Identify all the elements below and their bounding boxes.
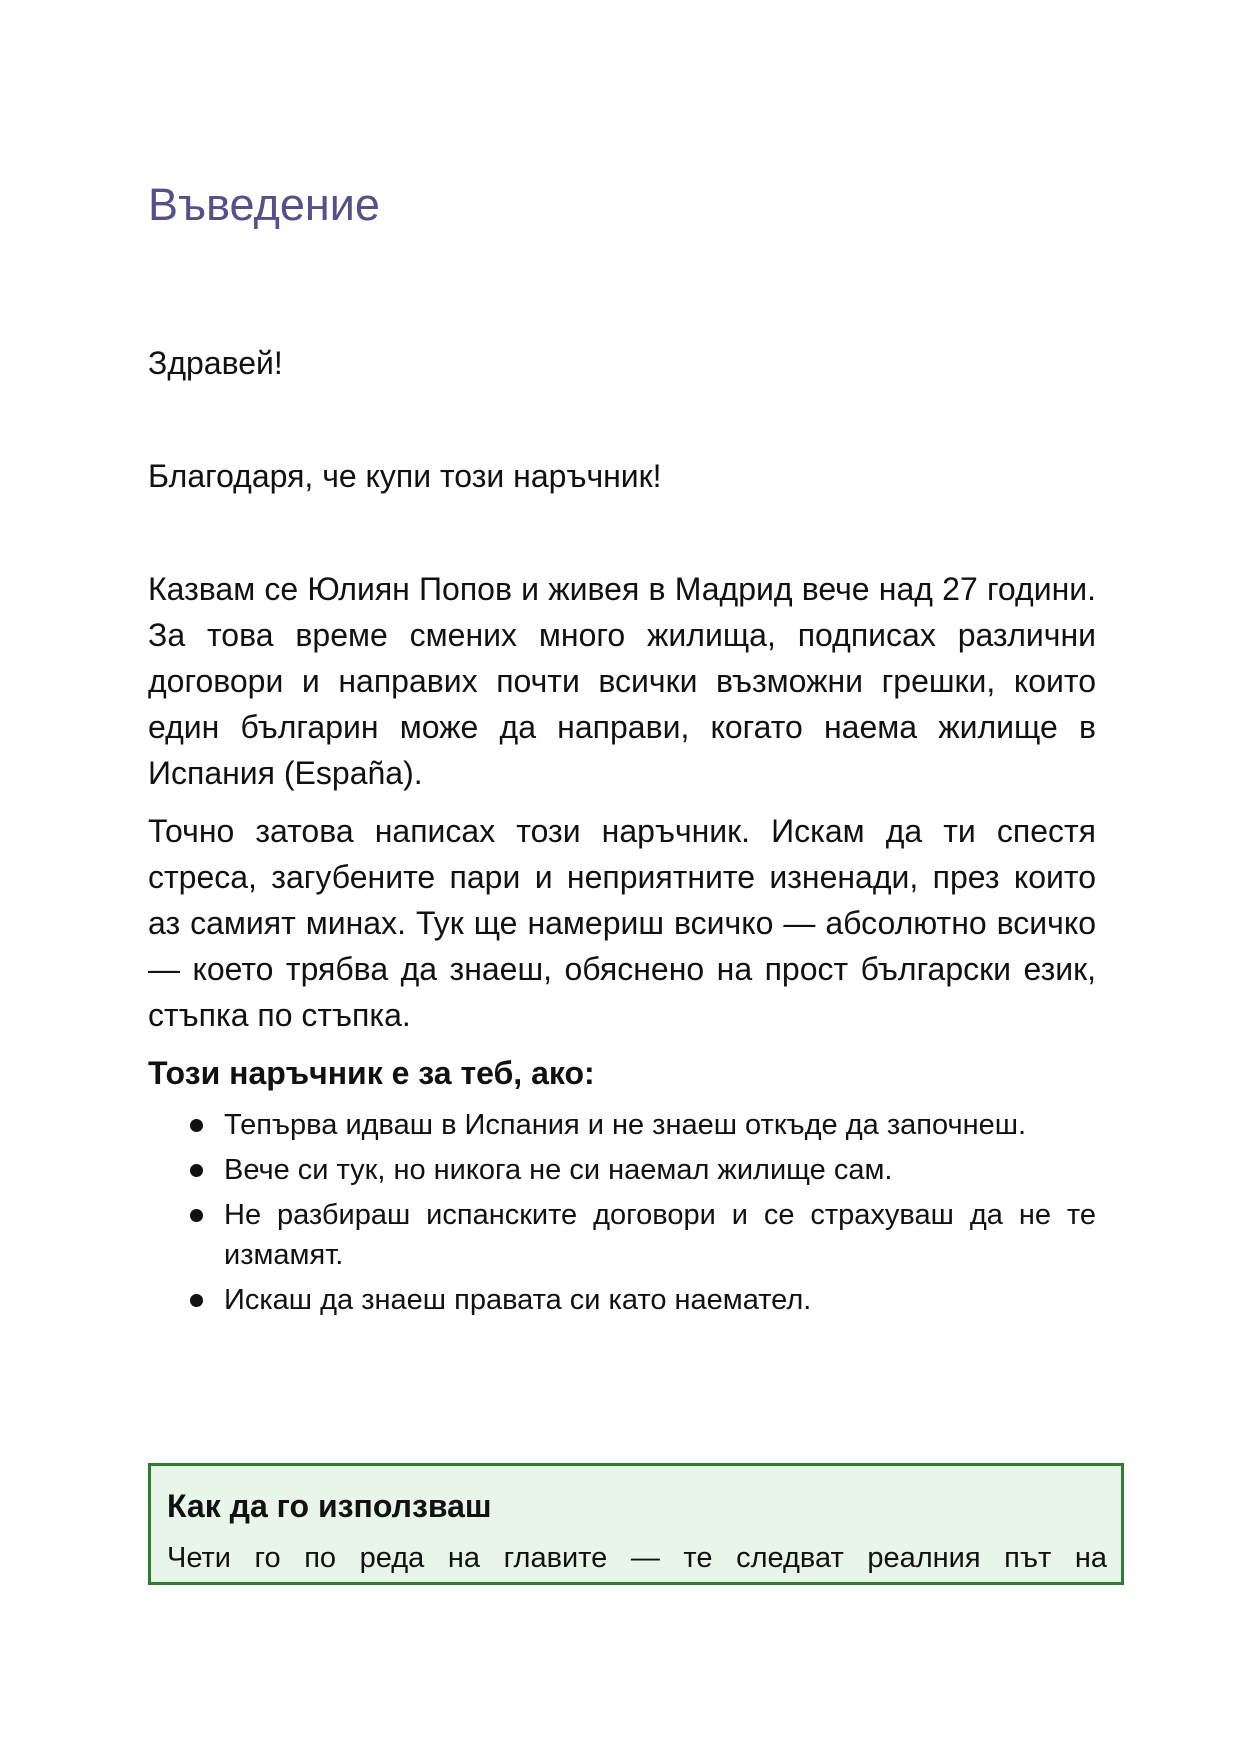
audience-list [148, 1105, 1096, 1325]
list-item-text: Искаш да знаеш правата си като наемател. [224, 1284, 812, 1316]
list-item-text: Не разбираш испанските договори и се страхуваш да не те измамят. [224, 1199, 1096, 1271]
bullet-icon [190, 1294, 203, 1307]
thanks-text: Благодаря, че купи този наръчник! [148, 458, 662, 494]
list-item [148, 1105, 1096, 1145]
purpose-paragraph: Точно затова написах този наръчник. Искам да ти спестя стреса, загубените пари и неприятните изненади, през които аз самият минах. Тук ще намериш всичко — абсолютно всичко — което трябва да знаеш, обяснено на прост български език, стъпка по стъпка. [148, 813, 1096, 1033]
bullet-icon [190, 1119, 203, 1132]
list-item [148, 1280, 1096, 1320]
list-item [148, 1150, 1096, 1190]
list-item-text: Вече си тук, но никога не си наемал жилище сам. [224, 1154, 893, 1186]
greeting-text: Здравей! [148, 345, 283, 381]
list-item-text: Тепърва идваш в Испания и не знаеш откъде да започнеш. [224, 1109, 1027, 1141]
audience-heading: Този наръчник е за теб, ако: [148, 1055, 595, 1091]
tip-box-text: Чети го по реда на главите — те следват реалния път на [167, 1542, 1107, 1574]
usage-tip-box [148, 1463, 1124, 1585]
page-title: Въведение [148, 179, 380, 230]
intro-paragraph: Казвам се Юлиян Попов и живея в Мадрид вече над 27 години. За това време смених много жилища, подписах различни договори и направих почти всички възможни грешки, които един българин може да направи, когато наема жилище в Испания (España). [148, 571, 1096, 791]
bullet-icon [190, 1209, 203, 1222]
bullet-icon [190, 1164, 203, 1177]
list-item [148, 1195, 1096, 1275]
tip-box-title: Как да го използваш [167, 1488, 492, 1524]
